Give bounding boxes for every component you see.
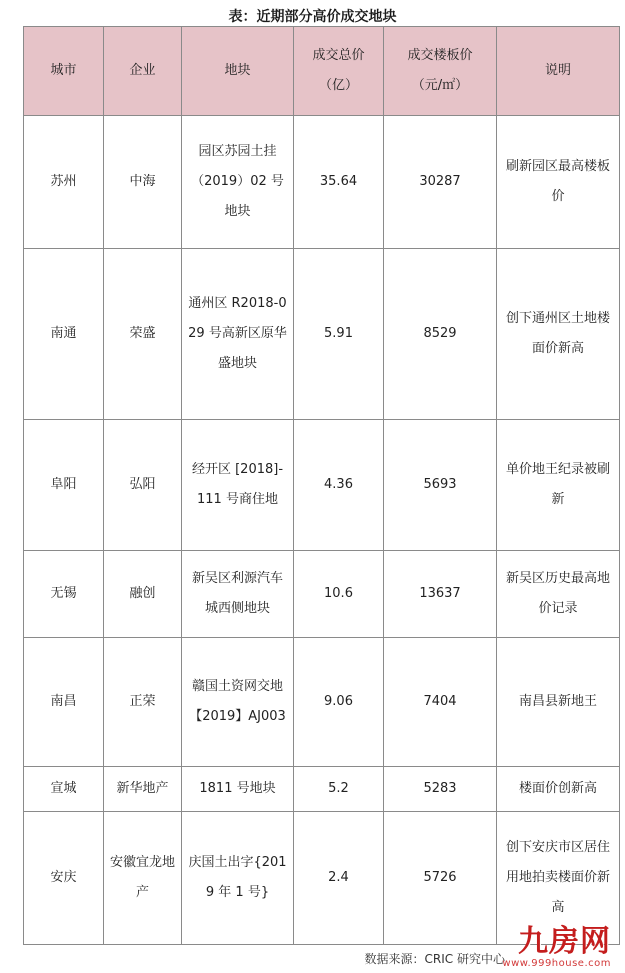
header-plot: 地块 <box>182 27 294 116</box>
cell-note: 新吴区历史最高地价记录 <box>497 551 620 638</box>
cell-city: 阜阳 <box>24 420 104 551</box>
cell-company: 中海 <box>104 116 182 249</box>
cell-unit-price: 8529 <box>384 249 497 420</box>
cell-total-price: 5.91 <box>294 249 384 420</box>
header-total-price: 成交总价 （亿） <box>294 27 384 116</box>
cell-total-price: 10.6 <box>294 551 384 638</box>
cell-plot: 赣国土资网交地【2019】AJ003 <box>182 638 294 767</box>
land-deals-table <box>23 26 620 945</box>
cell-plot: 经开区 [2018]-111 号商住地 <box>182 420 294 551</box>
cell-note: 南昌县新地王 <box>497 638 620 767</box>
cell-total-price: 9.06 <box>294 638 384 767</box>
cell-total-price: 2.4 <box>294 812 384 945</box>
cell-note: 创下安庆市区居住用地拍卖楼面价新高 <box>497 812 620 945</box>
cell-company: 荣盛 <box>104 249 182 420</box>
cell-city: 南通 <box>24 249 104 420</box>
cell-city: 无锡 <box>24 551 104 638</box>
cell-plot: 园区苏园土挂（2019）02 号地块 <box>182 116 294 249</box>
cell-note: 刷新园区最高楼板价 <box>497 116 620 249</box>
cell-city: 苏州 <box>24 116 104 249</box>
cell-city: 宣城 <box>24 767 104 812</box>
cell-company: 融创 <box>104 551 182 638</box>
cell-company: 新华地产 <box>104 767 182 812</box>
header-city: 城市 <box>24 27 104 116</box>
header-note: 说明 <box>497 27 620 116</box>
cell-city: 南昌 <box>24 638 104 767</box>
header-company: 企业 <box>104 27 182 116</box>
cell-unit-price: 13637 <box>384 551 497 638</box>
cell-unit-price: 5726 <box>384 812 497 945</box>
cell-note: 创下通州区土地楼面价新高 <box>497 249 620 420</box>
table-row <box>24 116 620 249</box>
cell-unit-price: 5283 <box>384 767 497 812</box>
cell-company: 安徽宜龙地产 <box>104 812 182 945</box>
data-source-note: 数据来源：CRIC 研究中心 <box>364 952 505 966</box>
cell-company: 弘阳 <box>104 420 182 551</box>
site-watermark <box>502 926 611 970</box>
cell-unit-price: 5693 <box>384 420 497 551</box>
cell-unit-price: 30287 <box>384 116 497 249</box>
cell-total-price: 35.64 <box>294 116 384 249</box>
table-title: 表：近期部分高价成交地块 <box>228 9 397 25</box>
cell-note: 楼面价创新高 <box>497 767 620 812</box>
cell-total-price: 5.2 <box>294 767 384 812</box>
cell-company: 正荣 <box>104 638 182 767</box>
cell-plot: 1811 号地块 <box>182 767 294 812</box>
cell-plot: 庆国土出字{2019 年 1 号} <box>182 812 294 945</box>
table-row <box>24 249 620 420</box>
cell-note: 单价地王纪录被刷新 <box>497 420 620 551</box>
header-unit-price: 成交楼板价 （元/㎡） <box>384 27 497 116</box>
table-row <box>24 767 620 812</box>
table-row <box>24 638 620 767</box>
cell-plot: 新吴区利源汽车城西侧地块 <box>182 551 294 638</box>
cell-unit-price: 7404 <box>384 638 497 767</box>
cell-plot: 通州区 R2018-029 号高新区原华盛地块 <box>182 249 294 420</box>
watermark-brand: 九房网 <box>518 924 611 959</box>
cell-city: 安庆 <box>24 812 104 945</box>
cell-total-price: 4.36 <box>294 420 384 551</box>
table-row <box>24 551 620 638</box>
header-row <box>24 27 620 116</box>
watermark-url: www.999house.com <box>502 958 611 969</box>
table-row <box>24 420 620 551</box>
